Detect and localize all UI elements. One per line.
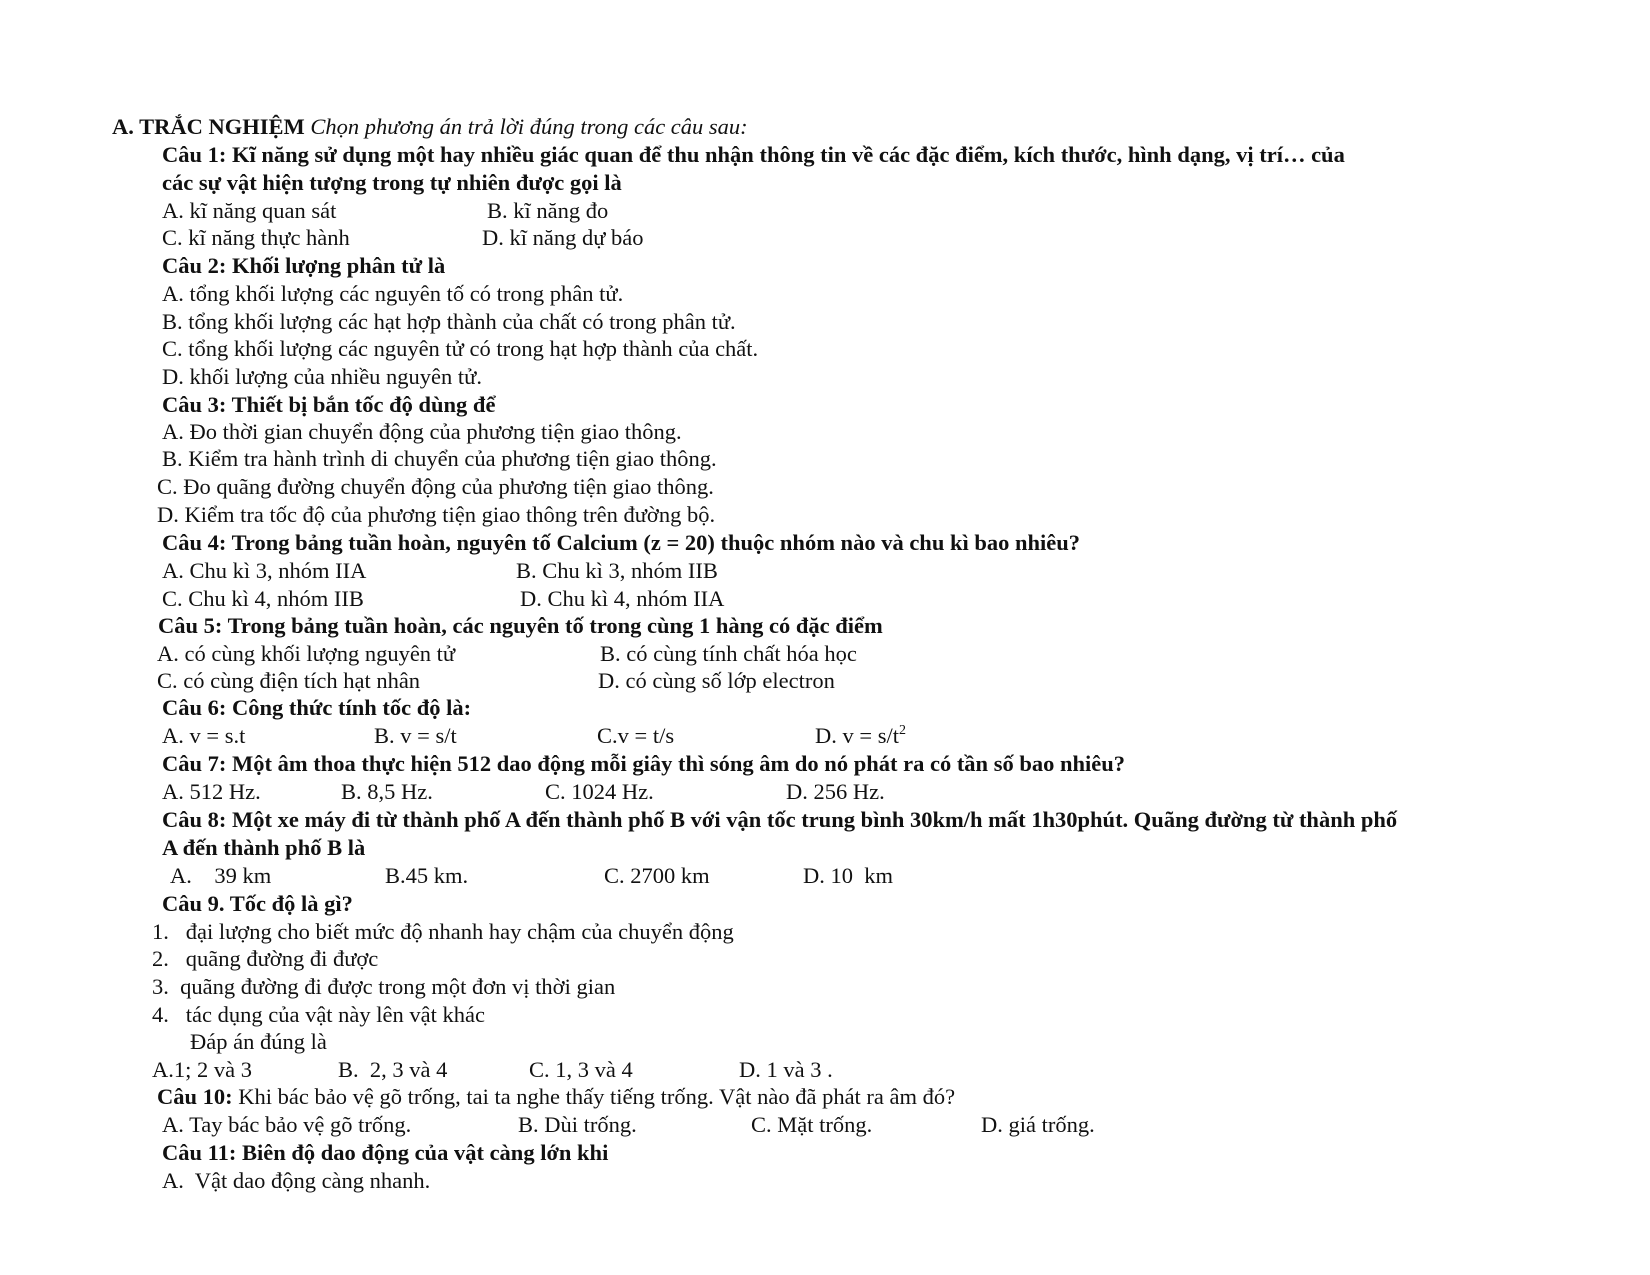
question-9-statement-2: 2. quãng đường đi được: [152, 946, 379, 971]
question-1-option-c: C. kĩ năng thực hành: [162, 225, 350, 250]
question-3-option-d: D. Kiểm tra tốc độ của phương tiện giao thông trên đường bộ.: [157, 502, 716, 527]
section-header-line: [112, 113, 748, 141]
question-4-option-b: B. Chu kì 3, nhóm IIB: [516, 558, 718, 583]
question-1-stem-line-1: Câu 1: Kĩ năng sử dụng một hay nhiều giác quan để thu nhận thông tin về các đặc điểm, kích thước, hình dạng, vị trí… của: [162, 142, 1345, 167]
question-7-option-c: C. 1024 Hz.: [545, 779, 654, 804]
question-8-stem-line-2: A đến thành phố B là: [162, 835, 366, 860]
question-7-stem: Câu 7: Một âm thoa thực hiện 512 dao động mỗi giây thì sóng âm do nó phát ra có tần số bao nhiêu?: [162, 751, 1125, 776]
question-5-option-d: D. có cùng số lớp electron: [598, 668, 835, 693]
question-6-option-d-superscript: 2: [898, 723, 906, 738]
question-6-stem: Câu 6: Công thức tính tốc độ là:: [162, 695, 472, 720]
question-9-statement-3: 3. quãng đường đi được trong một đơn vị thời gian: [152, 974, 616, 999]
question-4-option-d: D. Chu kì 4, nhóm IIA: [520, 586, 725, 611]
question-4-stem: Câu 4: Trong bảng tuần hoàn, nguyên tố Calcium (z = 20) thuộc nhóm nào và chu kì bao nhiêu?: [162, 530, 1081, 555]
question-5-option-b: B. có cùng tính chất hóa học: [600, 641, 857, 666]
question-1-stem-line-2: các sự vật hiện tượng trong tự nhiên được gọi là: [162, 170, 622, 195]
question-6-option-b: B. v = s/t: [374, 723, 457, 748]
question-6-option-c: C.v = t/s: [597, 723, 675, 748]
question-6-option-d-text: D. v = s/t: [815, 723, 899, 748]
question-9-option-d: D. 1 và 3 .: [739, 1057, 833, 1082]
question-3-option-c: C. Đo quãng đường chuyển động của phương tiện giao thông.: [157, 474, 714, 499]
question-10-option-c: C. Mặt trống.: [751, 1112, 873, 1137]
question-7-option-d: D. 256 Hz.: [786, 779, 885, 804]
question-7-option-a: A. 512 Hz.: [162, 779, 261, 804]
question-9-option-b: B. 2, 3 và 4: [338, 1057, 448, 1082]
question-2-option-b: B. tổng khối lượng các hạt hợp thành của chất có trong phân tử.: [162, 309, 736, 334]
question-9-stem: Câu 9. Tốc độ là gì?: [162, 891, 353, 916]
question-10-option-a: A. Tay bác bảo vệ gõ trống.: [162, 1112, 412, 1137]
question-3-option-a: A. Đo thời gian chuyển động của phương tiện giao thông.: [162, 419, 682, 444]
question-2-option-d: D. khối lượng của nhiều nguyên tử.: [162, 364, 482, 389]
question-8-option-d: D. 10 km: [803, 863, 893, 888]
question-9-statement-1: 1. đại lượng cho biết mức độ nhanh hay chậm của chuyển động: [152, 919, 734, 944]
section-heading: A. TRẮC NGHIỆM: [112, 114, 305, 139]
question-2-stem: Câu 2: Khối lượng phân tử là: [162, 253, 446, 278]
question-9-statement-4: 4. tác dụng của vật này lên vật khác: [152, 1002, 485, 1027]
question-1-option-b: B. kĩ năng đo: [487, 198, 609, 223]
question-10-stem-line: [157, 1083, 955, 1111]
question-11-stem: Câu 11: Biên độ dao động của vật càng lớn khi: [162, 1140, 609, 1165]
question-9-option-c: C. 1, 3 và 4: [529, 1057, 633, 1082]
question-4-option-c: C. Chu kì 4, nhóm IIB: [162, 586, 364, 611]
question-5-option-a: A. có cùng khối lượng nguyên tử: [157, 641, 456, 666]
question-10-stem: Khi bác bảo vệ gõ trống, tai ta nghe thấy tiếng trống. Vật nào đã phát ra âm đó?: [232, 1084, 956, 1109]
question-3-option-b: B. Kiểm tra hành trình di chuyển của phương tiện giao thông.: [162, 446, 717, 471]
question-9-answer-prompt: Đáp án đúng là: [190, 1029, 327, 1054]
question-9-option-a: A.1; 2 và 3: [152, 1057, 252, 1082]
question-8-option-c: C. 2700 km: [604, 863, 710, 888]
question-10-option-b: B. Dùi trống.: [518, 1112, 637, 1137]
question-8-stem-line-1: Câu 8: Một xe máy đi từ thành phố A đến thành phố B với vận tốc trung bình 30km/h mất 1h30phút. Quãng đường từ thành phố: [162, 807, 1398, 832]
question-7-option-b: B. 8,5 Hz.: [341, 779, 433, 804]
question-10-label: Câu 10:: [157, 1084, 233, 1109]
question-2-option-c: C. tổng khối lượng các nguyên tử có trong hạt hợp thành của chất.: [162, 336, 759, 361]
question-6-option-a: A. v = s.t: [162, 723, 246, 748]
question-11-option-a: A. Vật dao động càng nhanh.: [162, 1168, 431, 1193]
question-3-stem: Câu 3: Thiết bị bắn tốc độ dùng để: [162, 392, 496, 417]
question-5-stem: Câu 5: Trong bảng tuần hoàn, các nguyên tố trong cùng 1 hàng có đặc điểm: [158, 613, 883, 638]
section-instruction: Chọn phương án trả lời đúng trong các câu sau:: [310, 114, 748, 139]
question-1-option-d: D. kĩ năng dự báo: [482, 225, 644, 250]
question-5-option-c: C. có cùng điện tích hạt nhân: [157, 668, 421, 693]
question-8-option-a: A. 39 km: [170, 863, 272, 888]
question-8-option-b: B.45 km.: [385, 863, 469, 888]
question-2-option-a: A. tổng khối lượng các nguyên tố có trong phân tử.: [162, 281, 624, 306]
question-6-option-d: [815, 722, 906, 750]
question-4-option-a: A. Chu kì 3, nhóm IIA: [162, 558, 367, 583]
question-1-option-a: A. kĩ năng quan sát: [162, 198, 337, 223]
question-10-option-d: D. giá trống.: [981, 1112, 1095, 1137]
